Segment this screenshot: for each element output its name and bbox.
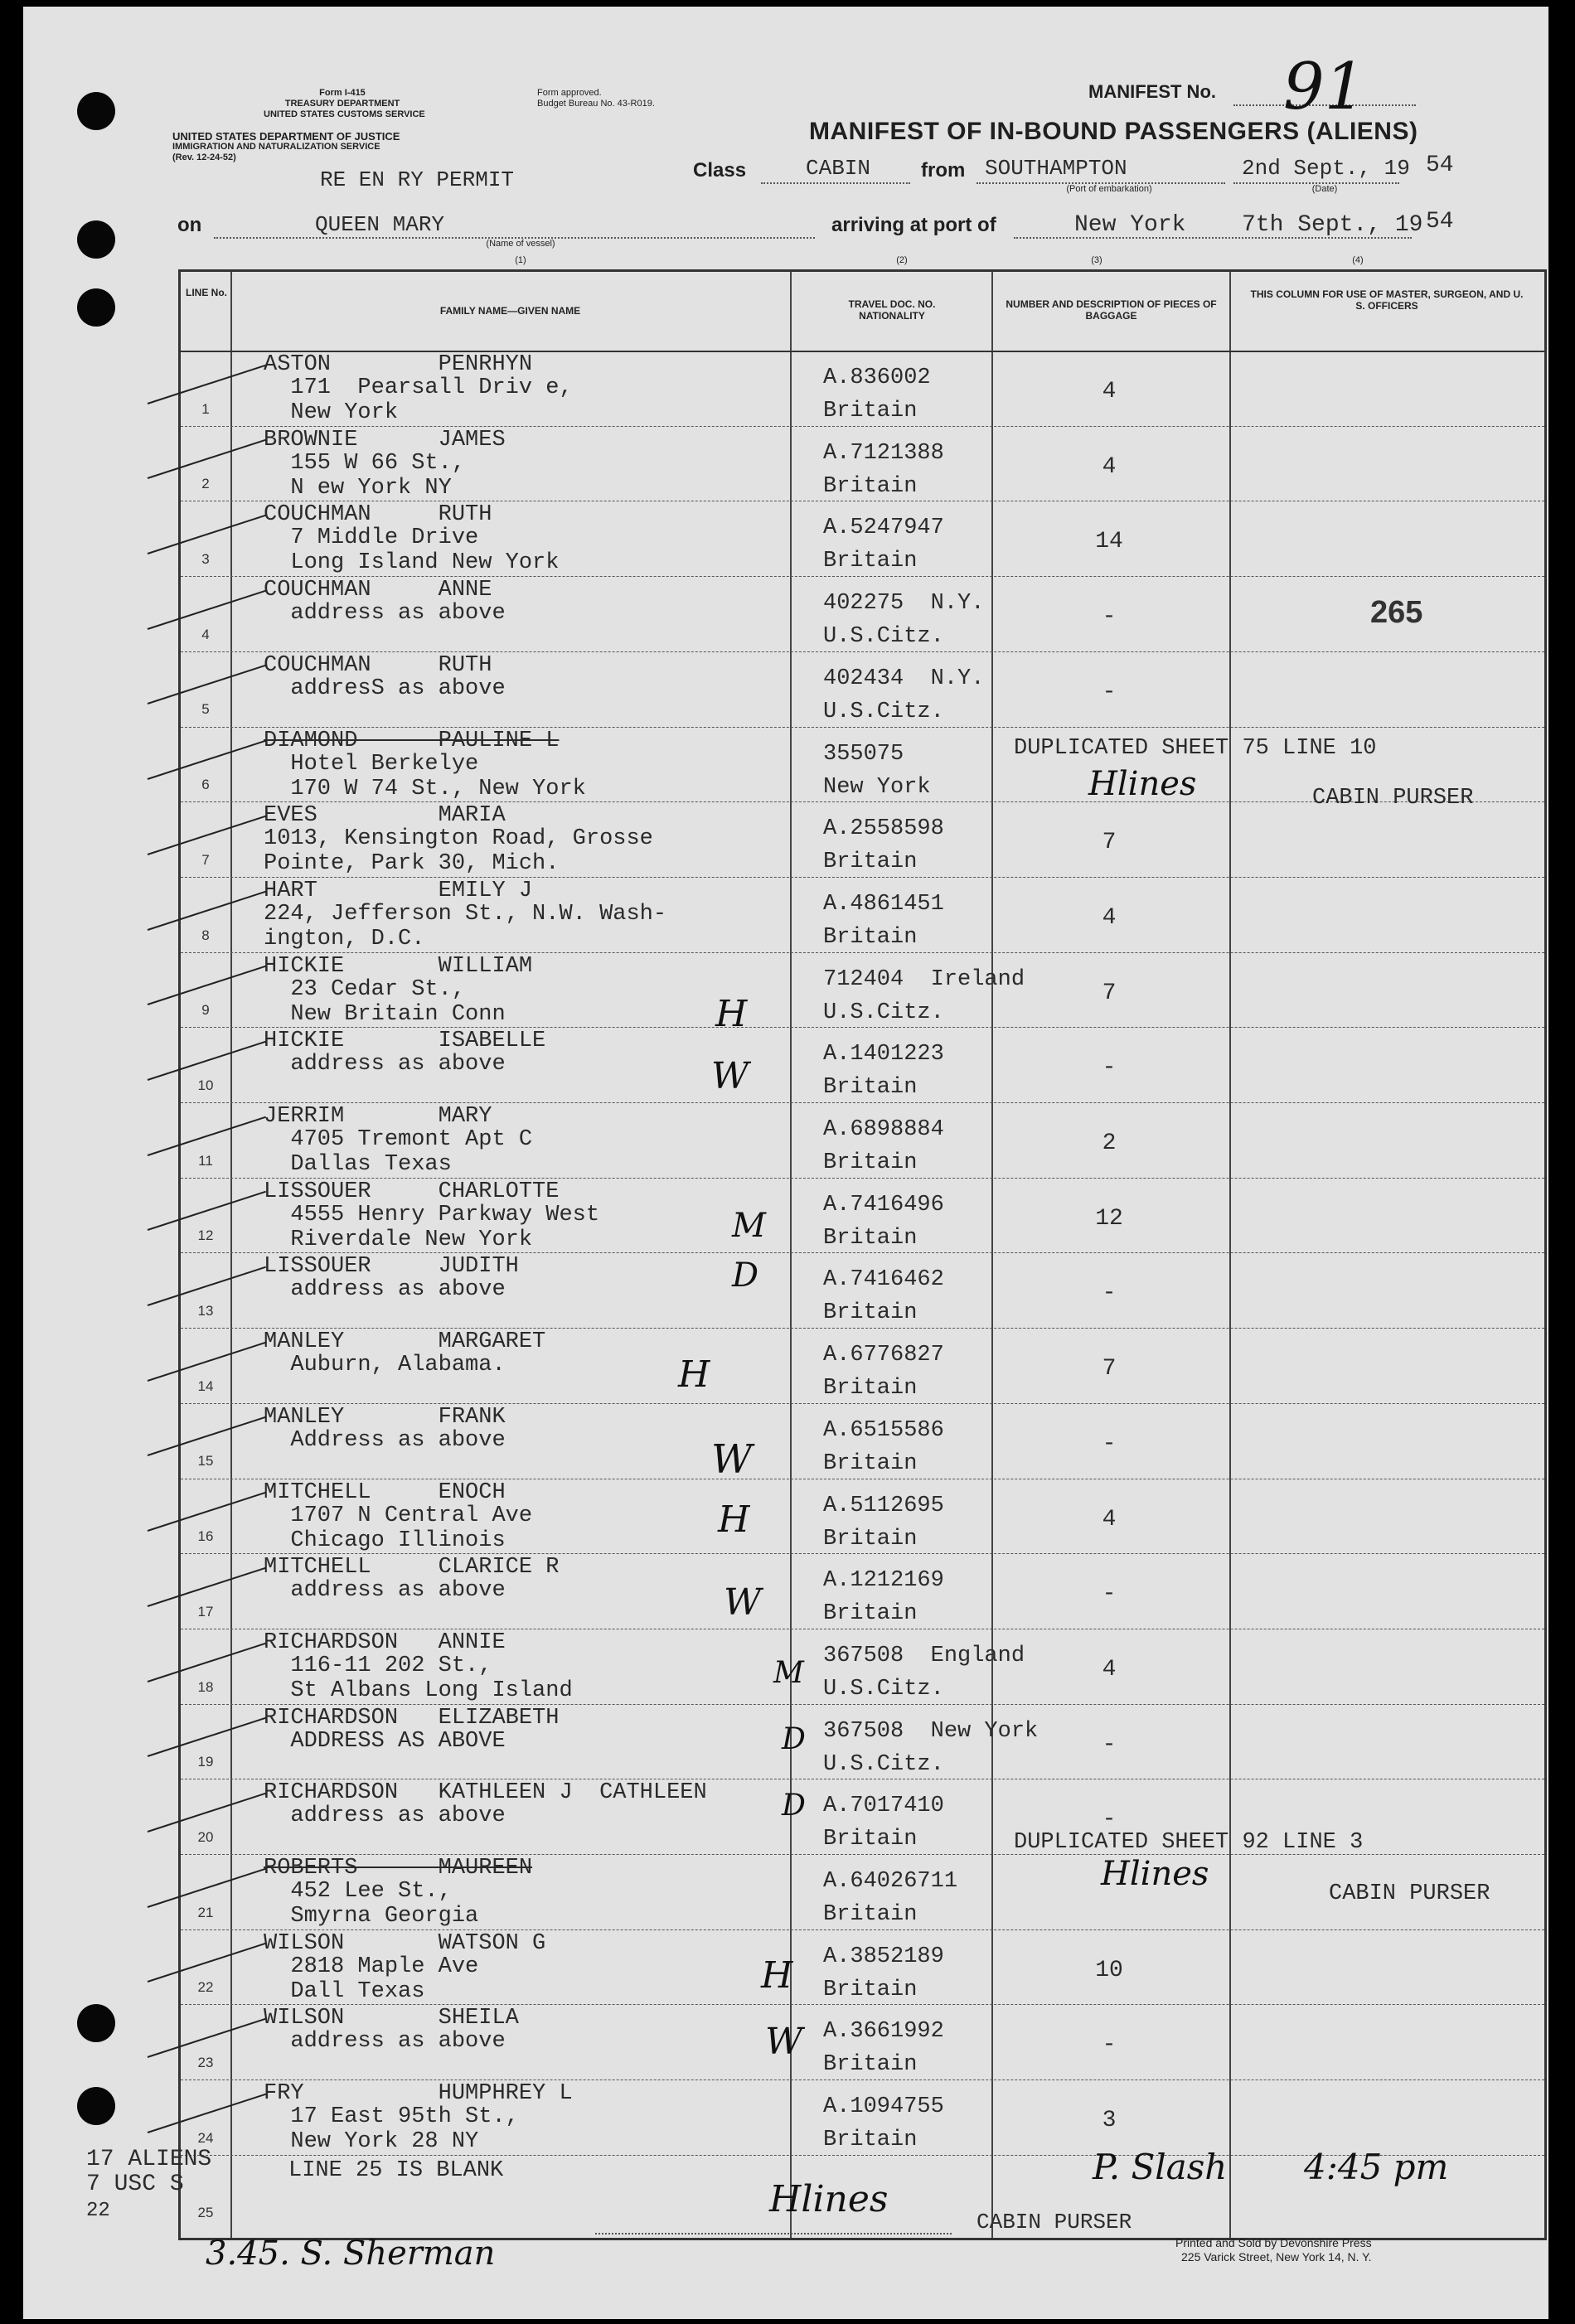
family-mark: H bbox=[715, 993, 748, 1035]
nationality: Britain bbox=[823, 1977, 918, 2002]
row-divider bbox=[181, 1403, 1544, 1404]
col-header-baggage: NUMBER AND DESCRIPTION OF PIECES OF BAGGAGE bbox=[1006, 298, 1217, 322]
port-of-embarkation: SOUTHAMPTON bbox=[985, 156, 1127, 181]
travel-doc-number: 402275 N.Y. bbox=[823, 591, 985, 617]
baggage-count: 7 bbox=[1102, 1356, 1117, 1382]
travel-doc-number: A.2558598 bbox=[823, 816, 944, 842]
baggage-count: 10 bbox=[1095, 1957, 1123, 1983]
purser-signature-2: Hlines bbox=[1101, 1855, 1209, 1893]
passenger-name: JERRIM MARY bbox=[264, 1104, 492, 1129]
arrival-port: New York bbox=[1074, 212, 1186, 238]
nationality: Britain bbox=[823, 399, 918, 424]
passenger-address: address as above bbox=[264, 1277, 506, 1303]
passenger-name: WILSON SHEILA bbox=[264, 2006, 519, 2031]
table-row bbox=[181, 1479, 1544, 1554]
line-number: 13 bbox=[197, 1303, 214, 1319]
nationality: Britain bbox=[823, 1376, 918, 1402]
passenger-name: ROBERTS MAUREEN bbox=[264, 1856, 533, 1881]
family-mark: W bbox=[711, 1436, 753, 1483]
bottom-purser-signature: Hlines bbox=[769, 2178, 889, 2220]
line-number: 6 bbox=[201, 777, 210, 793]
travel-doc-number: A.6515586 bbox=[823, 1417, 944, 1443]
row-divider bbox=[181, 727, 1544, 728]
line-number: 8 bbox=[201, 927, 210, 943]
travel-doc-number: 355075 bbox=[823, 741, 904, 767]
row-divider bbox=[181, 2004, 1544, 2005]
ins-line: IMMIGRATION AND NATURALIZATION SERVICE bbox=[172, 142, 380, 152]
check-mark bbox=[148, 665, 266, 704]
line-number: 1 bbox=[201, 400, 210, 417]
col-number-1: (1) bbox=[515, 255, 526, 265]
duplicated-note-1: DUPLICATED SHEET 75 LINE 10 bbox=[1014, 736, 1377, 761]
family-mark: M bbox=[773, 1656, 804, 1690]
line-number: 7 bbox=[201, 851, 210, 868]
nationality: Britain bbox=[823, 1601, 918, 1627]
family-mark: W bbox=[711, 1055, 749, 1097]
travel-doc-number: 367508 England bbox=[823, 1643, 1025, 1668]
passenger-address: 155 W 66 St., N ew York NY bbox=[290, 450, 466, 501]
baggage-count: - bbox=[1102, 2032, 1117, 2059]
baggage-count: 4 bbox=[1102, 904, 1117, 931]
passenger-name: EVES MARIA bbox=[264, 803, 506, 829]
check-mark bbox=[148, 515, 266, 554]
col-header-name: FAMILY NAME—GIVEN NAME bbox=[439, 305, 581, 317]
passenger-address: address as above bbox=[264, 1578, 506, 1604]
line-number: 4 bbox=[201, 626, 210, 642]
row-divider bbox=[181, 1704, 1544, 1705]
check-mark bbox=[148, 364, 266, 404]
table-row bbox=[181, 351, 1544, 426]
bottom-purser-label: CABIN PURSER bbox=[976, 2210, 1132, 2234]
line-number: 5 bbox=[201, 701, 210, 718]
line-number: 25 bbox=[197, 2205, 214, 2221]
check-mark bbox=[148, 1943, 266, 1983]
page-mark: 22 bbox=[86, 2200, 110, 2222]
travel-doc-number: A.6898884 bbox=[823, 1117, 944, 1142]
table-row bbox=[181, 1403, 1544, 1479]
check-mark bbox=[148, 1793, 266, 1833]
passenger-name: COUCHMAN RUTH bbox=[264, 502, 492, 528]
justice-line: UNITED STATES DEPARTMENT OF JUSTICE bbox=[172, 130, 400, 143]
table-row bbox=[181, 1178, 1544, 1253]
class-line bbox=[761, 182, 910, 184]
travel-doc-number: A.5112695 bbox=[823, 1493, 944, 1518]
binder-hole bbox=[77, 92, 115, 130]
initials-mark: P. Slash bbox=[1093, 2147, 1228, 2187]
arrival-year: 54 bbox=[1426, 209, 1454, 235]
nationality: Britain bbox=[823, 1075, 918, 1101]
passenger-name: MANLEY FRANK bbox=[264, 1404, 506, 1430]
baggage-count: 2 bbox=[1102, 1131, 1117, 1156]
justice-dept bbox=[172, 131, 562, 163]
form-number: Form I-415 bbox=[319, 88, 366, 98]
check-mark bbox=[148, 1642, 266, 1682]
row-divider bbox=[181, 1178, 1544, 1179]
passenger-name: LISSOUER JUDITH bbox=[264, 1254, 519, 1280]
baggage-count: - bbox=[1102, 1731, 1117, 1758]
line-number: 17 bbox=[197, 1603, 214, 1620]
nationality: Britain bbox=[823, 1902, 918, 1927]
col-header-travel-doc: TRAVEL DOC. NO. NATIONALITY bbox=[848, 298, 936, 322]
passenger-name: MITCHELL ENOCH bbox=[264, 1479, 506, 1505]
line-number: 21 bbox=[197, 1904, 214, 1920]
total-usc: 7 USC S bbox=[86, 2171, 184, 2197]
baggage-count: - bbox=[1102, 1807, 1117, 1833]
nationality: Britain bbox=[823, 2128, 918, 2153]
baggage-count: 3 bbox=[1102, 2108, 1117, 2134]
class-value: CABIN bbox=[806, 156, 871, 181]
baggage-count: 4 bbox=[1102, 379, 1117, 404]
travel-doc-number: 367508 New York bbox=[823, 1718, 1039, 1744]
row-divider bbox=[181, 576, 1544, 577]
nationality: Britain bbox=[823, 924, 918, 950]
check-mark bbox=[148, 2093, 266, 2133]
travel-doc-number: A.64026711 bbox=[823, 1869, 958, 1894]
baggage-count: - bbox=[1102, 1281, 1117, 1307]
rev-line: (Rev. 12-24-52) bbox=[172, 153, 236, 162]
table-row bbox=[181, 952, 1544, 1028]
travel-doc-number: A.1094755 bbox=[823, 2094, 944, 2120]
check-mark bbox=[148, 816, 266, 855]
passenger-name: BROWNIE JAMES bbox=[264, 427, 506, 453]
check-mark bbox=[148, 740, 266, 780]
passenger-address: address as above bbox=[264, 2029, 506, 2055]
family-mark: M bbox=[732, 1207, 766, 1245]
line-number: 15 bbox=[197, 1453, 214, 1469]
col-number-4: (4) bbox=[1352, 255, 1364, 265]
vessel-name: QUEEN MARY bbox=[315, 212, 445, 237]
page-title: MANIFEST OF IN-BOUND PASSENGERS (ALIENS) bbox=[809, 118, 1418, 145]
passenger-address: 1707 N Central Ave Chicago Illinois bbox=[290, 1503, 533, 1553]
nationality: Britain bbox=[823, 549, 918, 574]
line-number: 11 bbox=[198, 1152, 213, 1169]
baggage-count: 7 bbox=[1102, 980, 1117, 1006]
nationality: Britain bbox=[823, 473, 918, 499]
table-row bbox=[181, 2079, 1544, 2155]
row-divider bbox=[181, 1102, 1544, 1103]
passenger-address: 1013, Kensington Road, Grosse Pointe, Park 30, Mich. bbox=[264, 826, 653, 877]
manifest-page bbox=[23, 7, 1548, 2319]
form-id bbox=[264, 88, 425, 120]
table-row bbox=[181, 2004, 1544, 2079]
family-mark: W bbox=[765, 2021, 803, 2063]
travel-doc-number: A.6776827 bbox=[823, 1343, 944, 1368]
purser-label-1: CABIN PURSER bbox=[1312, 786, 1474, 811]
check-mark bbox=[148, 1867, 266, 1907]
travel-doc-number: A.7416496 bbox=[823, 1192, 944, 1218]
row-divider bbox=[181, 877, 1544, 878]
treasury-dept: TREASURY DEPARTMENT bbox=[284, 99, 400, 109]
passenger-address: address as above bbox=[264, 1804, 506, 1829]
table-row bbox=[181, 576, 1544, 651]
travel-doc-number: A.7416462 bbox=[823, 1267, 944, 1293]
passenger-name: RICHARDSON ANNIE bbox=[264, 1629, 506, 1655]
family-mark: W bbox=[724, 1581, 762, 1624]
row-divider bbox=[181, 2079, 1544, 2080]
check-mark bbox=[148, 589, 266, 629]
nationality: Britain bbox=[823, 1300, 918, 1326]
line-number: 12 bbox=[197, 1227, 214, 1244]
check-mark bbox=[148, 1416, 266, 1456]
total-aliens: 17 ALIENS bbox=[86, 2147, 212, 2172]
travel-doc-number: A.7017410 bbox=[823, 1794, 944, 1819]
nationality: Britain bbox=[823, 1827, 918, 1852]
binder-hole bbox=[77, 2087, 115, 2125]
check-mark bbox=[148, 1341, 266, 1381]
table-row bbox=[181, 1328, 1544, 1403]
passenger-table bbox=[178, 269, 1547, 2240]
baggage-count: 7 bbox=[1102, 830, 1117, 856]
travel-doc-number: A.7121388 bbox=[823, 440, 944, 466]
travel-doc-number: A.1212169 bbox=[823, 1568, 944, 1594]
family-mark: H bbox=[761, 1954, 793, 1997]
reentry-permit: RE EN RY PERMIT bbox=[320, 167, 515, 192]
col-header-line-no: LINE No. bbox=[186, 287, 227, 298]
row-divider bbox=[181, 1252, 1544, 1253]
manifest-label: MANIFEST No. bbox=[1088, 81, 1216, 102]
travel-doc-number: 402434 N.Y. bbox=[823, 666, 985, 691]
line-number: 20 bbox=[197, 1828, 214, 1845]
line-number: 10 bbox=[197, 1077, 214, 1093]
customs-service: UNITED STATES CUSTOMS SERVICE bbox=[264, 109, 425, 119]
family-mark: D bbox=[782, 1789, 806, 1823]
arrival-date: 7th Sept., 19 bbox=[1242, 212, 1423, 238]
budget-bureau bbox=[537, 88, 736, 109]
baggage-count: - bbox=[1102, 1581, 1117, 1608]
vessel-caption: (Name of vessel) bbox=[486, 239, 555, 249]
passenger-address: addresS as above bbox=[264, 675, 506, 701]
check-mark bbox=[148, 1041, 266, 1081]
check-mark bbox=[148, 439, 266, 479]
date-caption: (Date) bbox=[1311, 184, 1338, 194]
passenger-address: 224, Jefferson St., N.W. Wash- ington, D.C. bbox=[264, 901, 667, 951]
purser-label-2: CABIN PURSER bbox=[1329, 1881, 1490, 1906]
printer-credit bbox=[1175, 2236, 1372, 2264]
table-row bbox=[181, 1553, 1544, 1629]
duplicated-note-2: DUPLICATED SHEET 92 LINE 3 bbox=[1014, 1830, 1364, 1855]
passenger-address: 116-11 202 St., St Albans Long Island bbox=[290, 1653, 573, 1703]
departure-year: 54 bbox=[1426, 153, 1454, 178]
passenger-name: RICHARDSON ELIZABETH bbox=[264, 1705, 560, 1731]
family-mark: H bbox=[718, 1498, 750, 1541]
nationality: Britain bbox=[823, 850, 918, 875]
travel-doc-number: A.836002 bbox=[823, 366, 931, 390]
passenger-address: 4705 Tremont Apt C Dallas Texas bbox=[290, 1127, 533, 1177]
passenger-address: Hotel Berkelye 170 W 74 St., New York bbox=[290, 751, 586, 801]
line-number: 9 bbox=[201, 1002, 210, 1019]
baggage-count: - bbox=[1102, 679, 1117, 705]
nationality: Britain bbox=[823, 1526, 918, 1552]
passenger-name: DIAMOND PAULINE L bbox=[264, 728, 560, 753]
nationality: New York bbox=[823, 774, 931, 800]
passenger-name: COUCHMAN RUTH bbox=[264, 652, 492, 678]
check-mark bbox=[148, 1266, 266, 1306]
table-row bbox=[181, 801, 1544, 877]
line-number: 16 bbox=[197, 1528, 214, 1545]
budget-number: Budget Bureau No. 43-R019. bbox=[537, 99, 655, 109]
baggage-count: 12 bbox=[1095, 1205, 1123, 1232]
col-header-officers: THIS COLUMN FOR USE OF MASTER, SURGEON, AND U. S. OFFICERS bbox=[1250, 288, 1524, 312]
passenger-address: 171 Pearsall Driv e, New York bbox=[290, 375, 573, 425]
passenger-address: 7 Middle Drive Long Island New York bbox=[290, 525, 560, 576]
check-mark bbox=[148, 890, 266, 930]
passenger-address: Address as above bbox=[264, 1427, 506, 1453]
passenger-name: HICKIE WILLIAM bbox=[264, 953, 533, 979]
table-row bbox=[181, 1629, 1544, 1704]
passenger-name: MITCHELL CLARICE R bbox=[264, 1555, 560, 1581]
baggage-count: 14 bbox=[1095, 529, 1123, 555]
table-row bbox=[181, 1929, 1544, 2005]
baggage-count: 4 bbox=[1102, 453, 1117, 480]
passenger-address: address as above bbox=[264, 601, 506, 627]
table-row bbox=[181, 501, 1544, 576]
baggage-count: 4 bbox=[1102, 1506, 1117, 1532]
table-row bbox=[181, 426, 1544, 501]
check-mark bbox=[148, 1116, 266, 1155]
check-mark bbox=[148, 2018, 266, 2058]
row-divider bbox=[181, 1929, 1544, 1930]
line-number: 3 bbox=[201, 551, 210, 568]
passenger-name: FRY HUMPHREY L bbox=[264, 2081, 573, 2107]
row-divider bbox=[181, 651, 1544, 652]
baggage-count: - bbox=[1102, 604, 1117, 631]
line-25-note: LINE 25 IS BLANK bbox=[288, 2158, 504, 2183]
passenger-address: 2818 Maple Ave Dall Texas bbox=[290, 1954, 479, 2004]
row-divider bbox=[181, 426, 1544, 427]
purser-sign-line bbox=[595, 2233, 952, 2234]
row-divider bbox=[181, 1328, 1544, 1329]
nationality: U.S.Citz. bbox=[823, 624, 944, 650]
passenger-name: HART EMILY J bbox=[264, 878, 533, 903]
purser-signature-1: Hlines bbox=[1088, 765, 1197, 803]
form-approved: Form approved. bbox=[537, 88, 602, 98]
baggage-count: - bbox=[1102, 1055, 1117, 1082]
table-row bbox=[181, 651, 1544, 727]
travel-doc-number: A.4861451 bbox=[823, 891, 944, 917]
line-number: 2 bbox=[201, 476, 210, 492]
check-mark bbox=[148, 1717, 266, 1757]
passenger-name: RICHARDSON KATHLEEN J CATHLEEN bbox=[264, 1780, 707, 1806]
bottom-signature: 3.45. S. Sherman bbox=[206, 2234, 496, 2273]
table-row bbox=[181, 877, 1544, 952]
travel-doc-number: A.1401223 bbox=[823, 1042, 944, 1068]
passenger-address: 17 East 95th St., New York 28 NY bbox=[290, 2104, 519, 2155]
passenger-name: ASTON PENRHYN bbox=[264, 352, 533, 377]
time-mark: 4:45 pm bbox=[1304, 2147, 1449, 2187]
family-mark: D bbox=[782, 1722, 806, 1756]
nationality: Britain bbox=[823, 1225, 918, 1251]
travel-doc-number: A.3852189 bbox=[823, 1944, 944, 1969]
passenger-name: HICKIE ISABELLE bbox=[264, 1029, 546, 1054]
printer-address: 225 Varick Street, New York 14, N. Y. bbox=[1181, 2250, 1372, 2263]
table-row bbox=[181, 1102, 1544, 1178]
nationality: Britain bbox=[823, 1450, 918, 1476]
col-number-2: (2) bbox=[896, 255, 908, 265]
check-mark bbox=[148, 966, 266, 1005]
family-mark: H bbox=[678, 1353, 710, 1396]
passenger-name: MANLEY MARGARET bbox=[264, 1329, 546, 1355]
family-mark: D bbox=[732, 1256, 759, 1295]
line-number: 14 bbox=[197, 1377, 214, 1394]
officer-number: 265 bbox=[1370, 595, 1423, 630]
table-row bbox=[181, 1027, 1544, 1102]
passenger-address: Auburn, Alabama. bbox=[264, 1353, 506, 1378]
passenger-name: COUCHMAN ANNE bbox=[264, 578, 492, 603]
passenger-name: LISSOUER CHARLOTTE bbox=[264, 1179, 560, 1204]
from-label: from bbox=[921, 159, 966, 182]
binder-hole bbox=[77, 2004, 115, 2042]
binder-hole bbox=[77, 220, 115, 259]
col-number-3: (3) bbox=[1091, 255, 1102, 265]
departure-date: 2nd Sept., 19 bbox=[1242, 156, 1410, 181]
arriving-label: arriving at port of bbox=[831, 214, 996, 236]
travel-doc-number: A.3661992 bbox=[823, 2019, 944, 2045]
line-number: 22 bbox=[197, 1979, 214, 1996]
binder-hole bbox=[77, 288, 115, 327]
row-divider bbox=[181, 1553, 1544, 1554]
passenger-address: 452 Lee St., Smyrna Georgia bbox=[290, 1879, 479, 1929]
table-row bbox=[181, 1704, 1544, 1779]
row-divider bbox=[181, 952, 1544, 953]
line-number: 24 bbox=[197, 2129, 214, 2146]
line-number: 23 bbox=[197, 2055, 214, 2071]
nationality: Britain bbox=[823, 1150, 918, 1175]
check-mark bbox=[148, 1567, 266, 1607]
travel-doc-number: 712404 Ireland bbox=[823, 966, 1025, 992]
line-number: 19 bbox=[197, 1754, 214, 1770]
line-number: 18 bbox=[197, 1678, 214, 1695]
nationality: Britain bbox=[823, 2052, 918, 2078]
row-divider bbox=[181, 1027, 1544, 1028]
passenger-address: 23 Cedar St., New Britain Conn bbox=[290, 976, 506, 1027]
nationality: U.S.Citz. bbox=[823, 1751, 944, 1777]
nationality: U.S.Citz. bbox=[823, 699, 944, 724]
check-mark bbox=[148, 1492, 266, 1532]
baggage-count: - bbox=[1102, 1431, 1117, 1457]
passenger-address: address as above bbox=[264, 1052, 506, 1077]
baggage-count: 4 bbox=[1102, 1656, 1117, 1682]
passenger-name: WILSON WATSON G bbox=[264, 1930, 546, 1956]
embark-caption: (Port of embarkation) bbox=[1066, 184, 1152, 194]
table-row bbox=[181, 1252, 1544, 1328]
passenger-address: ADDRESS AS ABOVE bbox=[264, 1728, 506, 1754]
passenger-address: 4555 Henry Parkway West Riverdale New York bbox=[290, 1202, 600, 1252]
travel-doc-number: A.5247947 bbox=[823, 516, 944, 541]
nationality: U.S.Citz. bbox=[823, 1000, 944, 1025]
class-label: Class bbox=[693, 159, 747, 182]
on-label: on bbox=[177, 214, 202, 236]
check-mark bbox=[148, 1191, 266, 1231]
printer-name: Printed and Sold by Devonshire Press bbox=[1175, 2236, 1372, 2249]
nationality: U.S.Citz. bbox=[823, 1676, 944, 1702]
manifest-number: 91 bbox=[1283, 50, 1366, 124]
